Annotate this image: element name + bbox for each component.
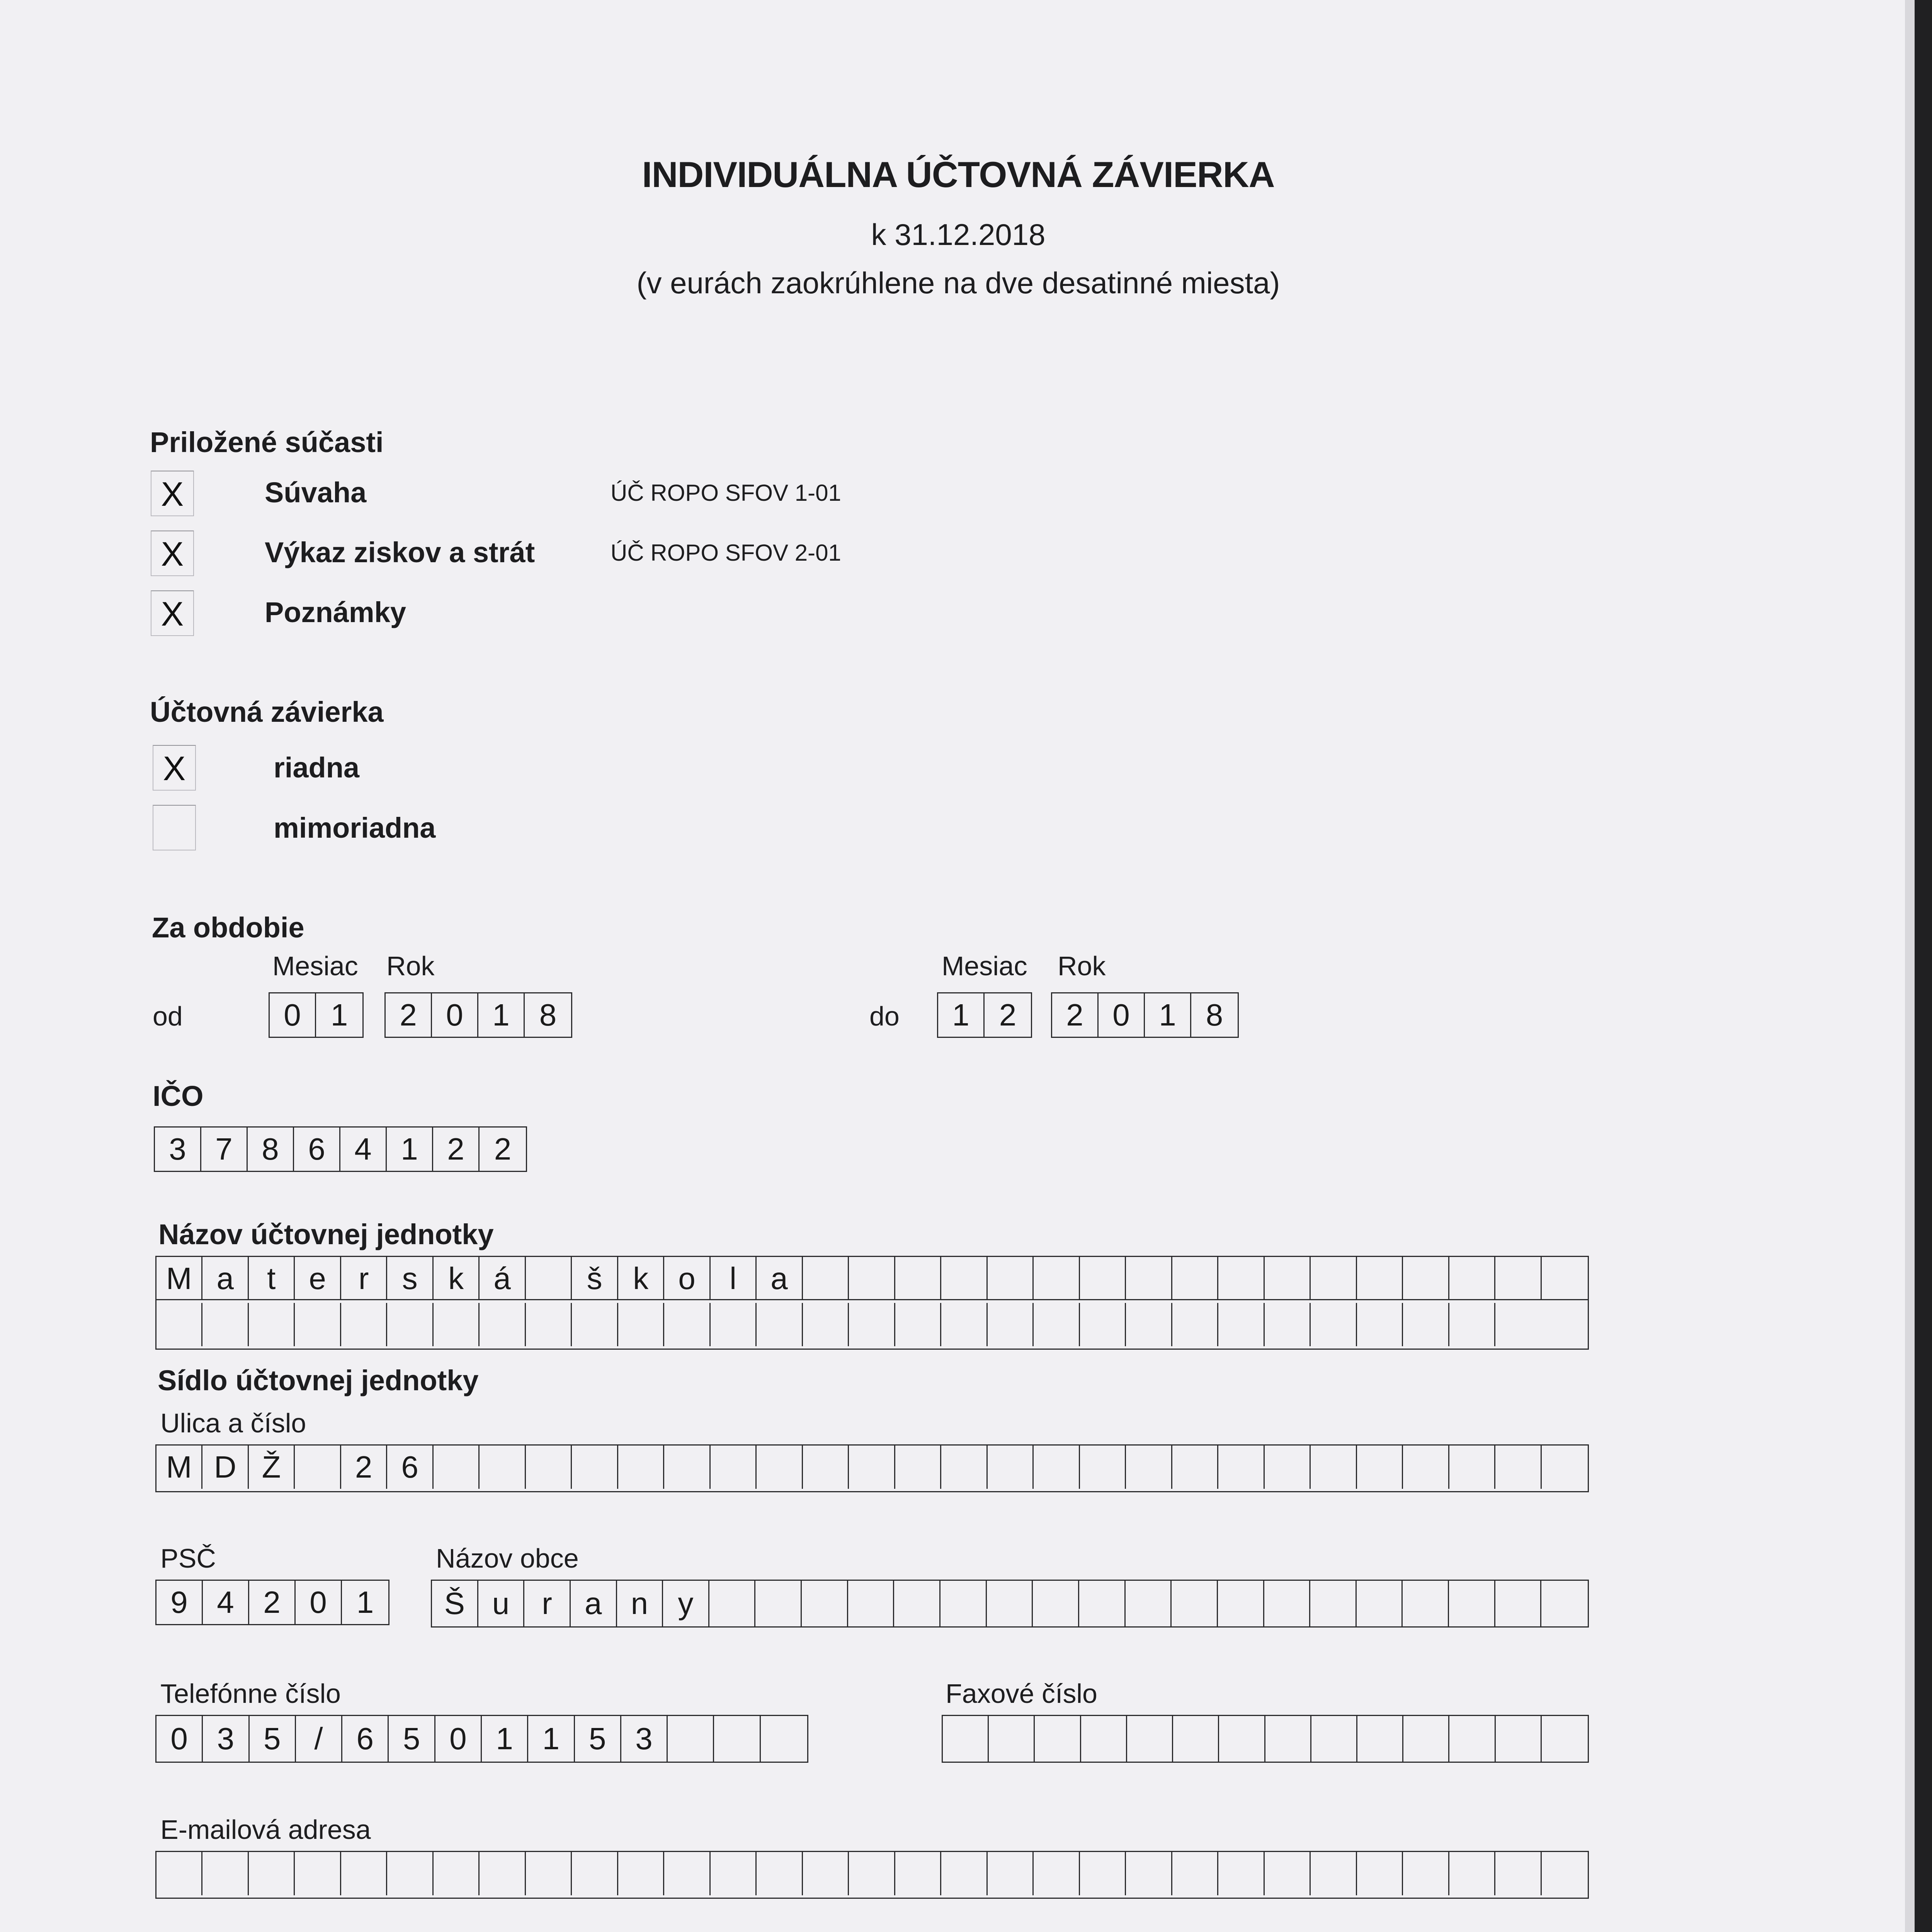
char-cell bbox=[1126, 1257, 1172, 1300]
char-cell bbox=[156, 1852, 202, 1895]
char-cell bbox=[1080, 1446, 1126, 1489]
psc-field[interactable] bbox=[155, 1580, 389, 1625]
char-cell bbox=[803, 1852, 849, 1895]
digit-cell: 2 bbox=[999, 998, 1017, 1032]
char-cell bbox=[156, 1303, 202, 1346]
char-cell bbox=[1311, 1852, 1357, 1895]
char-cell bbox=[1449, 1257, 1495, 1300]
seat-heading: Sídlo účtovnej jednotky bbox=[158, 1364, 479, 1396]
char-cell bbox=[1126, 1852, 1172, 1895]
char-cell bbox=[572, 1303, 618, 1346]
char-cell bbox=[1449, 1446, 1495, 1489]
char-cell: 1 bbox=[356, 1585, 374, 1619]
char-cell bbox=[1357, 1581, 1403, 1626]
char-cell bbox=[341, 1852, 387, 1895]
attachment-checkbox-notes[interactable]: X bbox=[151, 590, 194, 636]
char-cell bbox=[1403, 1446, 1449, 1489]
char-cell bbox=[941, 1303, 987, 1346]
char-cell bbox=[1218, 1257, 1264, 1300]
char-cell: a bbox=[757, 1257, 803, 1300]
period-to-month-field[interactable] bbox=[937, 992, 1032, 1038]
char-cell bbox=[1449, 1581, 1495, 1626]
char-cell bbox=[1542, 1257, 1588, 1300]
char-cell: 5 bbox=[250, 1716, 296, 1762]
char-cell: / bbox=[296, 1716, 342, 1762]
char-cell: 0 bbox=[156, 1716, 203, 1762]
period-from-label: od bbox=[153, 1001, 183, 1031]
char-cell bbox=[848, 1581, 895, 1626]
email-label: E-mailová adresa bbox=[160, 1815, 371, 1845]
char-cell: 1 bbox=[482, 1716, 528, 1762]
char-cell bbox=[1311, 1303, 1357, 1346]
char-cell bbox=[1264, 1581, 1311, 1626]
statement-regular-label: riadna bbox=[274, 752, 360, 784]
digit-cell: 2 bbox=[433, 1128, 480, 1171]
digit-cell: 2 bbox=[1052, 993, 1099, 1037]
char-cell bbox=[1310, 1581, 1357, 1626]
period-heading: Za obdobie bbox=[152, 912, 304, 944]
char-cell bbox=[1265, 1303, 1311, 1346]
char-cell bbox=[895, 1446, 941, 1489]
period-to-month-label: Mesiac bbox=[942, 951, 1027, 981]
char-cell bbox=[1172, 1852, 1218, 1895]
char-cell bbox=[480, 1852, 526, 1895]
char-cell: o bbox=[664, 1257, 710, 1300]
attachment-checkbox-balance[interactable]: X bbox=[151, 471, 194, 516]
digit-cell: 8 bbox=[539, 998, 557, 1032]
char-cell: y bbox=[663, 1581, 709, 1626]
digit-cell: 2 bbox=[386, 993, 432, 1037]
char-cell bbox=[989, 1716, 1035, 1762]
digit-cell: 1 bbox=[938, 993, 985, 1037]
char-cell bbox=[572, 1446, 618, 1489]
char-cell bbox=[757, 1303, 803, 1346]
char-cell bbox=[387, 1852, 433, 1895]
char-cell bbox=[526, 1257, 572, 1300]
char-cell bbox=[1033, 1581, 1079, 1626]
statement-type-heading: Účtovná závierka bbox=[150, 696, 384, 728]
char-cell bbox=[1080, 1852, 1126, 1895]
digit-cell: 8 bbox=[1206, 998, 1223, 1032]
char-cell bbox=[1172, 1581, 1218, 1626]
char-cell bbox=[202, 1852, 248, 1895]
phone-label: Telefónne číslo bbox=[160, 1679, 341, 1709]
char-cell bbox=[1357, 1257, 1403, 1300]
char-cell: r bbox=[341, 1257, 387, 1300]
char-cell bbox=[1449, 1716, 1495, 1762]
char-cell bbox=[709, 1581, 756, 1626]
digit-cell: 1 bbox=[478, 993, 525, 1037]
char-cell bbox=[526, 1852, 572, 1895]
digit-cell: 1 bbox=[387, 1128, 433, 1171]
statement-extraordinary-checkbox[interactable] bbox=[153, 805, 196, 850]
char-cell: 6 bbox=[342, 1716, 389, 1762]
char-cell bbox=[1080, 1303, 1126, 1346]
char-cell bbox=[387, 1303, 433, 1346]
char-cell bbox=[434, 1852, 480, 1895]
char-cell bbox=[664, 1303, 710, 1346]
char-cell bbox=[1079, 1581, 1126, 1626]
char-cell bbox=[202, 1303, 248, 1346]
period-from-month-field[interactable] bbox=[269, 992, 364, 1038]
char-cell bbox=[1542, 1446, 1588, 1489]
char-cell bbox=[1449, 1852, 1495, 1895]
attachment-code-profit-loss: ÚČ ROPO SFOV 2-01 bbox=[611, 540, 841, 566]
char-cell bbox=[1311, 1446, 1357, 1489]
digit-cell: 1 bbox=[330, 998, 348, 1032]
char-cell bbox=[988, 1852, 1034, 1895]
char-cell bbox=[1172, 1446, 1218, 1489]
char-cell bbox=[1265, 1446, 1311, 1489]
char-cell bbox=[1403, 1581, 1449, 1626]
char-cell bbox=[803, 1257, 849, 1300]
period-to-year-label: Rok bbox=[1058, 951, 1106, 981]
char-cell bbox=[1357, 1303, 1403, 1346]
char-cell bbox=[1403, 1303, 1449, 1346]
char-cell: 2 bbox=[249, 1581, 296, 1624]
char-cell bbox=[988, 1257, 1034, 1300]
period-from-year-field[interactable] bbox=[384, 992, 572, 1038]
char-cell bbox=[1218, 1303, 1264, 1346]
char-cell bbox=[895, 1303, 941, 1346]
char-cell: a bbox=[202, 1257, 248, 1300]
char-cell: l bbox=[711, 1257, 757, 1300]
char-cell bbox=[434, 1303, 480, 1346]
char-cell bbox=[249, 1852, 295, 1895]
char-cell bbox=[849, 1303, 895, 1346]
char-cell bbox=[480, 1446, 526, 1489]
char-cell: 2 bbox=[341, 1446, 387, 1489]
digit-cell: 7 bbox=[201, 1128, 248, 1171]
char-cell bbox=[1218, 1852, 1264, 1895]
char-cell bbox=[1449, 1303, 1495, 1346]
char-cell bbox=[1173, 1716, 1219, 1762]
attachment-label-balance: Súvaha bbox=[265, 476, 367, 509]
scan-edge bbox=[1915, 0, 1932, 1932]
city-label: Názov obce bbox=[436, 1543, 579, 1573]
attachments-heading: Priložené súčasti bbox=[150, 426, 384, 458]
char-cell bbox=[895, 1852, 941, 1895]
char-cell bbox=[1311, 1257, 1357, 1300]
char-cell: n bbox=[617, 1581, 663, 1626]
char-cell: á bbox=[480, 1257, 526, 1300]
char-cell bbox=[341, 1303, 387, 1346]
currency-note: (v eurách zaokrúhlene na dve desatinné miesta) bbox=[636, 266, 1280, 300]
char-cell bbox=[1218, 1581, 1264, 1626]
city-field[interactable] bbox=[431, 1580, 1589, 1628]
char-cell bbox=[1403, 1257, 1449, 1300]
char-cell bbox=[1034, 1257, 1080, 1300]
char-cell bbox=[988, 1446, 1034, 1489]
char-cell bbox=[757, 1446, 803, 1489]
char-cell: 1 bbox=[528, 1716, 575, 1762]
ico-field[interactable] bbox=[154, 1126, 527, 1172]
char-cell bbox=[1495, 1303, 1541, 1346]
char-cell bbox=[1081, 1716, 1127, 1762]
period-from-year-label: Rok bbox=[386, 951, 435, 981]
char-cell bbox=[1542, 1852, 1588, 1895]
char-cell bbox=[572, 1852, 618, 1895]
char-cell bbox=[849, 1852, 895, 1895]
char-cell bbox=[295, 1852, 341, 1895]
char-cell: Ž bbox=[249, 1446, 295, 1489]
char-cell bbox=[1541, 1581, 1588, 1626]
char-cell bbox=[1034, 1852, 1080, 1895]
char-cell bbox=[1126, 1581, 1172, 1626]
char-cell bbox=[1218, 1446, 1264, 1489]
char-cell bbox=[1172, 1303, 1218, 1346]
char-cell: M bbox=[156, 1446, 202, 1489]
char-cell bbox=[480, 1303, 526, 1346]
digit-cell: 8 bbox=[248, 1128, 294, 1171]
char-cell bbox=[1403, 1716, 1449, 1762]
char-cell: 5 bbox=[575, 1716, 621, 1762]
char-cell: t bbox=[249, 1257, 295, 1300]
char-cell: D bbox=[202, 1446, 248, 1489]
char-cell bbox=[941, 1852, 987, 1895]
char-cell bbox=[1126, 1303, 1172, 1346]
char-cell bbox=[1265, 1257, 1311, 1300]
digit-cell: 0 bbox=[270, 993, 316, 1037]
char-cell bbox=[668, 1716, 714, 1762]
char-cell bbox=[1357, 1716, 1403, 1762]
period-to-label: do bbox=[869, 1001, 900, 1031]
attachment-code-balance: ÚČ ROPO SFOV 1-01 bbox=[611, 480, 841, 506]
char-cell bbox=[940, 1581, 987, 1626]
char-cell bbox=[1403, 1852, 1449, 1895]
char-cell bbox=[1357, 1446, 1403, 1489]
char-cell bbox=[618, 1303, 664, 1346]
char-cell bbox=[1311, 1716, 1357, 1762]
char-cell bbox=[1172, 1257, 1218, 1300]
psc-label: PSČ bbox=[160, 1543, 216, 1573]
char-cell bbox=[1495, 1852, 1541, 1895]
char-cell bbox=[1357, 1852, 1403, 1895]
char-cell bbox=[664, 1852, 710, 1895]
char-cell bbox=[1080, 1257, 1126, 1300]
char-cell bbox=[761, 1716, 807, 1762]
unit-name-field[interactable] bbox=[155, 1256, 1589, 1350]
char-cell bbox=[1265, 1716, 1311, 1762]
period-from-month-label: Mesiac bbox=[272, 951, 358, 981]
street-field[interactable] bbox=[155, 1444, 1589, 1492]
char-cell bbox=[664, 1446, 710, 1489]
digit-cell: 0 bbox=[432, 993, 478, 1037]
char-cell: Š bbox=[432, 1581, 478, 1626]
char-cell bbox=[1126, 1446, 1172, 1489]
char-cell bbox=[618, 1446, 664, 1489]
char-cell bbox=[757, 1852, 803, 1895]
char-cell bbox=[1265, 1852, 1311, 1895]
char-cell: s bbox=[387, 1257, 433, 1300]
char-cell bbox=[802, 1581, 848, 1626]
char-cell: 0 bbox=[296, 1581, 342, 1624]
digit-cell: 2 bbox=[494, 1132, 512, 1166]
statement-regular-checkbox[interactable]: X bbox=[153, 745, 196, 791]
char-cell bbox=[714, 1716, 760, 1762]
char-cell bbox=[1496, 1716, 1542, 1762]
char-cell bbox=[1219, 1716, 1265, 1762]
ico-label: IČO bbox=[153, 1080, 204, 1112]
char-cell: k bbox=[434, 1257, 480, 1300]
char-cell: 9 bbox=[156, 1581, 203, 1624]
char-cell bbox=[803, 1446, 849, 1489]
char-cell bbox=[894, 1581, 940, 1626]
char-cell: M bbox=[156, 1257, 202, 1300]
char-cell bbox=[1495, 1257, 1541, 1300]
char-cell: 6 bbox=[387, 1446, 433, 1489]
email-field[interactable] bbox=[155, 1851, 1589, 1899]
digit-cell: 0 bbox=[1099, 993, 1145, 1037]
char-cell: 3 bbox=[621, 1716, 668, 1762]
char-cell: 5 bbox=[389, 1716, 435, 1762]
fax-label: Faxové číslo bbox=[946, 1679, 1097, 1709]
char-cell: e bbox=[295, 1257, 341, 1300]
char-cell bbox=[1495, 1446, 1541, 1489]
char-cell bbox=[941, 1257, 987, 1300]
char-cell bbox=[1495, 1581, 1542, 1626]
char-cell bbox=[849, 1257, 895, 1300]
attachment-label-notes: Poznámky bbox=[265, 596, 406, 628]
char-cell bbox=[1127, 1716, 1173, 1762]
char-cell: š bbox=[572, 1257, 618, 1300]
unit-name-label: Názov účtovnej jednotky bbox=[158, 1218, 494, 1250]
char-cell bbox=[755, 1581, 802, 1626]
digit-cell: 1 bbox=[1145, 993, 1191, 1037]
char-cell bbox=[987, 1581, 1033, 1626]
char-cell bbox=[1034, 1446, 1080, 1489]
digit-cell: 6 bbox=[294, 1128, 340, 1171]
reporting-date: k 31.12.2018 bbox=[871, 218, 1046, 252]
char-cell bbox=[618, 1852, 664, 1895]
char-cell bbox=[434, 1446, 480, 1489]
char-cell bbox=[526, 1303, 572, 1346]
char-cell: r bbox=[524, 1581, 571, 1626]
char-cell: a bbox=[571, 1581, 617, 1626]
digit-cell: 3 bbox=[155, 1128, 201, 1171]
char-cell bbox=[941, 1446, 987, 1489]
phone-field[interactable] bbox=[155, 1715, 808, 1763]
char-cell bbox=[249, 1303, 295, 1346]
char-cell bbox=[711, 1446, 757, 1489]
char-cell bbox=[803, 1303, 849, 1346]
document-title: INDIVIDUÁLNA ÚČTOVNÁ ZÁVIERKA bbox=[642, 154, 1275, 195]
char-cell bbox=[988, 1303, 1034, 1346]
char-cell: u bbox=[478, 1581, 525, 1626]
attachment-label-profit-loss: Výkaz ziskov a strát bbox=[265, 536, 535, 568]
char-cell bbox=[295, 1303, 341, 1346]
char-cell bbox=[1542, 1716, 1588, 1762]
char-cell bbox=[943, 1716, 989, 1762]
char-cell bbox=[1034, 1303, 1080, 1346]
char-cell: k bbox=[618, 1257, 664, 1300]
char-cell bbox=[849, 1446, 895, 1489]
char-cell: 3 bbox=[203, 1716, 249, 1762]
char-cell: 4 bbox=[203, 1581, 249, 1624]
statement-extraordinary-label: mimoriadna bbox=[274, 812, 436, 844]
digit-cell: 4 bbox=[340, 1128, 387, 1171]
char-cell: 0 bbox=[435, 1716, 482, 1762]
char-cell bbox=[295, 1446, 341, 1489]
period-to-year-field[interactable] bbox=[1051, 992, 1239, 1038]
fax-field[interactable] bbox=[942, 1715, 1589, 1763]
char-cell bbox=[1035, 1716, 1081, 1762]
char-cell bbox=[711, 1852, 757, 1895]
char-cell bbox=[895, 1257, 941, 1300]
char-cell bbox=[711, 1303, 757, 1346]
street-label: Ulica a číslo bbox=[160, 1408, 306, 1438]
char-cell bbox=[526, 1446, 572, 1489]
attachment-checkbox-profit-loss[interactable]: X bbox=[151, 531, 194, 576]
